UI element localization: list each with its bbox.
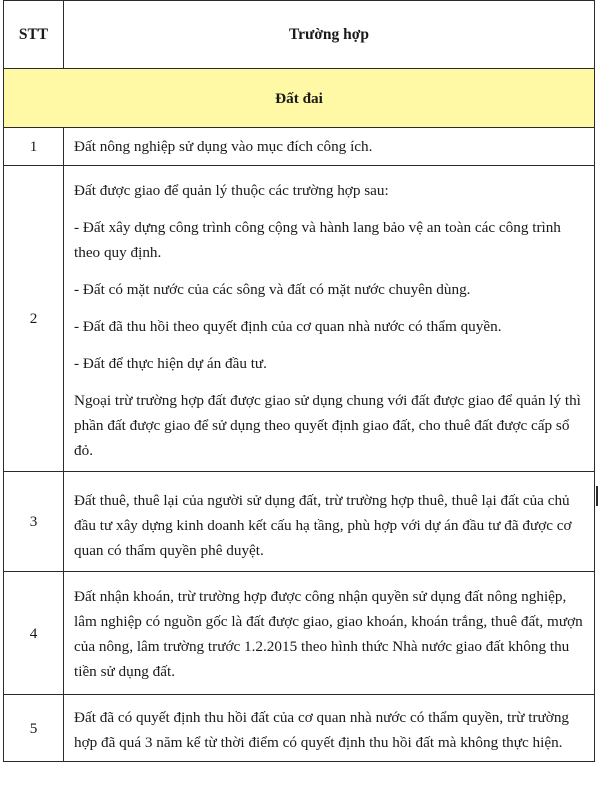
text-cursor-mark bbox=[596, 486, 598, 506]
row-number: 5 bbox=[4, 695, 64, 762]
row-paragraph: Đất được giao để quản lý thuộc các trường hợp sau: bbox=[74, 182, 389, 199]
group-row bbox=[4, 69, 595, 128]
table-row bbox=[4, 128, 595, 166]
header-stt: STT bbox=[4, 1, 64, 69]
row-paragraph: - Đất để thực hiện dự án đầu tư. bbox=[74, 355, 267, 372]
table-row bbox=[4, 472, 595, 572]
row-content bbox=[64, 572, 595, 695]
land-cases-table bbox=[3, 0, 595, 762]
row-number: 2 bbox=[4, 166, 64, 472]
row-paragraph: Ngoại trừ trường hợp đất được giao sử dụng chung với đất được giao để quản lý thì phần đất được giao để sử dụng theo quyết định giao đất, cho thuê đất được cấp sổ đỏ. bbox=[74, 392, 581, 459]
group-title: Đất đai bbox=[4, 69, 595, 128]
row-paragraph: - Đất đã thu hồi theo quyết định của cơ quan nhà nước có thẩm quyền. bbox=[74, 318, 502, 335]
row-content bbox=[64, 695, 595, 762]
table-row bbox=[4, 695, 595, 762]
row-content bbox=[64, 166, 595, 472]
row-number: 1 bbox=[4, 128, 64, 166]
row-paragraph: - Đất xây dựng công trình công cộng và hành lang bảo vệ an toàn các công trình theo quy định. bbox=[74, 219, 561, 261]
row-paragraph: Đất nhận khoán, trừ trường hợp được công nhận quyền sử dụng đất nông nghiệp, lâm nghiệp có nguồn gốc là đất được giao, giao khoán, khoán trắng, thuê đất, mượn của nông, lâm trường trước 1.2.2015 theo hình thức Nhà nước giao đất không thu tiền sử dụng đất. bbox=[74, 588, 583, 680]
row-content bbox=[64, 472, 595, 572]
row-paragraph: Đất nông nghiệp sử dụng vào mục đích công ích. bbox=[74, 138, 373, 155]
row-number: 4 bbox=[4, 572, 64, 695]
row-paragraph: Đất thuê, thuê lại của người sử dụng đất, trừ trường hợp thuê, thuê lại đất của chủ đầu tư xây dựng kinh doanh kết cấu hạ tầng, phù hợp với dự án đầu tư đã được cơ quan có thẩm quyền phê duyệt. bbox=[74, 492, 572, 559]
row-paragraph: Đất đã có quyết định thu hồi đất của cơ quan nhà nước có thẩm quyền, trừ trường hợp đã quá 3 năm kể từ thời điểm có quyết định thu hồi đất mà không thực hiện. bbox=[74, 709, 570, 751]
table-row bbox=[4, 166, 595, 472]
row-number: 3 bbox=[4, 472, 64, 572]
table-header-row bbox=[4, 1, 595, 69]
header-case: Trường hợp bbox=[64, 1, 595, 69]
row-content bbox=[64, 128, 595, 166]
row-paragraph: - Đất có mặt nước của các sông và đất có mặt nước chuyên dùng. bbox=[74, 281, 471, 298]
table-row bbox=[4, 572, 595, 695]
